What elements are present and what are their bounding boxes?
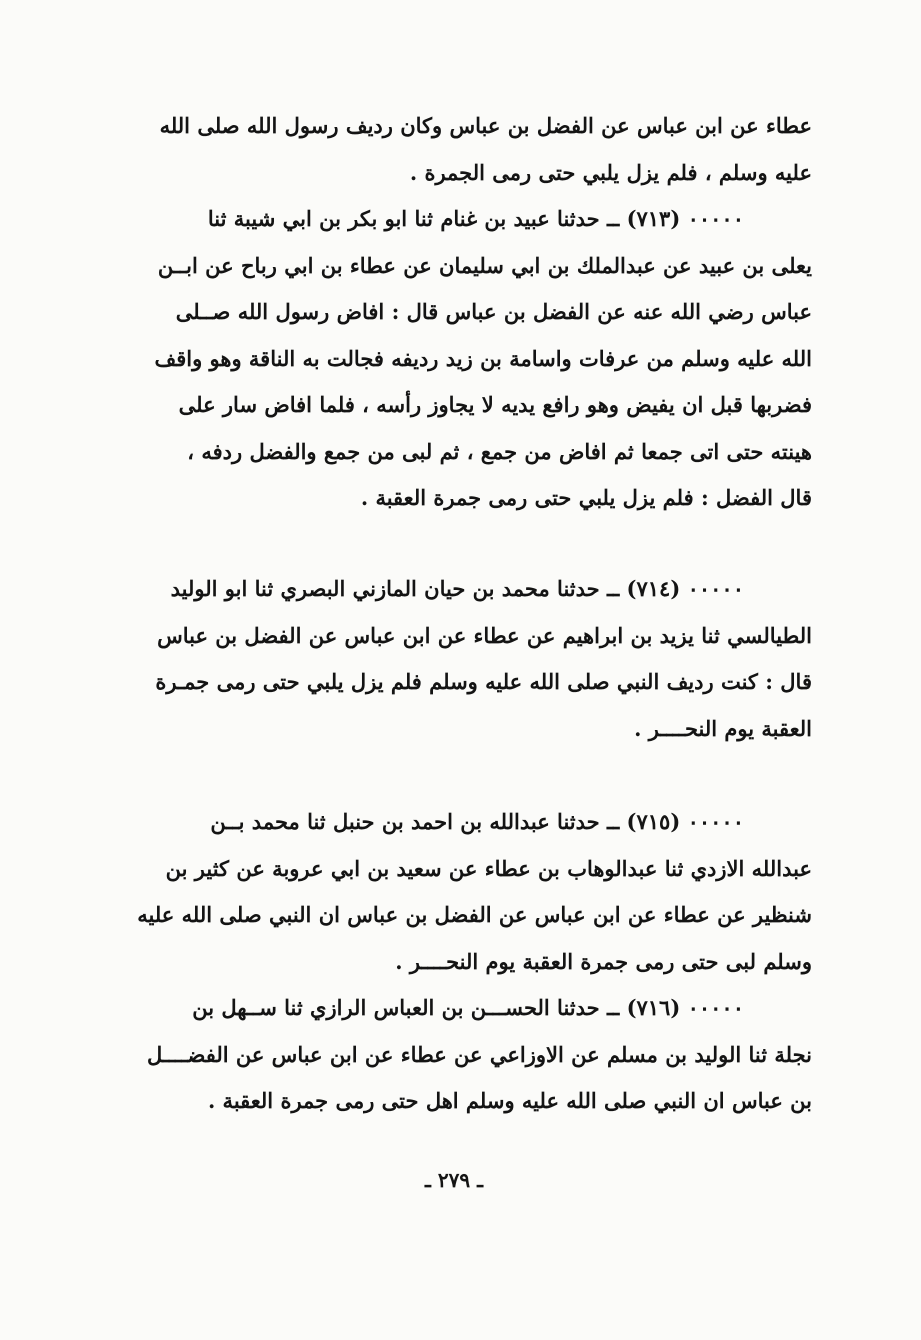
page-number: ـ ٢٧٩ ـ [425,1168,483,1192]
paragraph-continuation [96,103,812,196]
text-line: قال الفضل : فلم يزل يلبي حتى رمى جمرة العقبة . [360,485,812,510]
text-line: ٠٠٠٠٠ (٧١٣) ــ حدثنا عبيد بن غنام ثنا ابو بكر بن ابي شيبة ثنا [207,206,744,231]
text-line: نجلة ثنا الوليد بن مسلم عن الاوزاعي عن عطاء عن ابن عباس عن الفضــــل [146,1041,812,1067]
hadith-716 [96,985,812,1125]
text-line: بن عباس ان النبي صلى الله عليه وسلم اهل حتى رمى جمرة العقبة . [207,1088,812,1113]
text-line: فضربها قبل ان يفيض وهو رافع يديه لا يجاوز رأسه ، فلما افاض سار على [178,392,812,417]
text-line: قال : كنت رديف النبي صلى الله عليه وسلم فلم يزل يلبي حتى رمى جمـرة [155,669,812,694]
text-line: العقبة يوم النحــــر . [634,715,812,741]
text-line: عليه وسلم ، فلم يزل يلبي حتى رمى الجمرة . [409,159,812,185]
text-line: ٠٠٠٠٠ (٧١٤) ــ حدثنا محمد بن حيان المازني البصري ثنا ابو الوليد [170,576,744,601]
hadith-713 [96,196,812,522]
text-line: شنظير عن عطاء عن ابن عباس عن الفضل بن عباس ان النبي صلى الله عليه [137,902,812,927]
text-line: عطاء عن ابن عباس عن الفضل بن عباس وكان رديف رسول الله صلى الله [159,113,812,138]
text-line: يعلى بن عبيد عن عبدالملك بن ابي سليمان عن عطاء بن ابي رباح عن ابــن [157,252,812,278]
text-line: عبدالله الازدي ثنا عبدالوهاب بن عطاء عن سعيد بن ابي عروبة عن كثير بن [165,855,812,881]
text-line: ٠٠٠٠٠ (٧١٦) ــ حدثنا الحســـن بن العباس الرازي ثنا ســهل بن [192,995,744,1020]
hadith-715 [96,799,812,985]
text-line: ٠٠٠٠٠ (٧١٥) ــ حدثنا عبدالله بن احمد بن حنبل ثنا محمد بــن [210,809,744,834]
hadith-714 [96,566,812,752]
text-line: هينته حتى اتى جمعا ثم افاض من جمع ، ثم لبى من جمع والفضل ردفه ، [187,438,812,464]
text-line: الطيالسي ثنا يزيد بن ابراهيم عن عطاء عن ابن عباس عن الفضل بن عباس [157,622,812,648]
text-line: عباس رضي الله عنه عن الفضل بن عباس قال : افاض رسول الله صــلى [175,299,812,324]
text-line: الله عليه وسلم من عرفات واسامة بن زيد رديفه فجالت به الناقة وهو واقف [154,345,812,371]
text-line: وسلم لبى حتى رمى جمرة العقبة يوم النحــــر . [395,948,812,974]
